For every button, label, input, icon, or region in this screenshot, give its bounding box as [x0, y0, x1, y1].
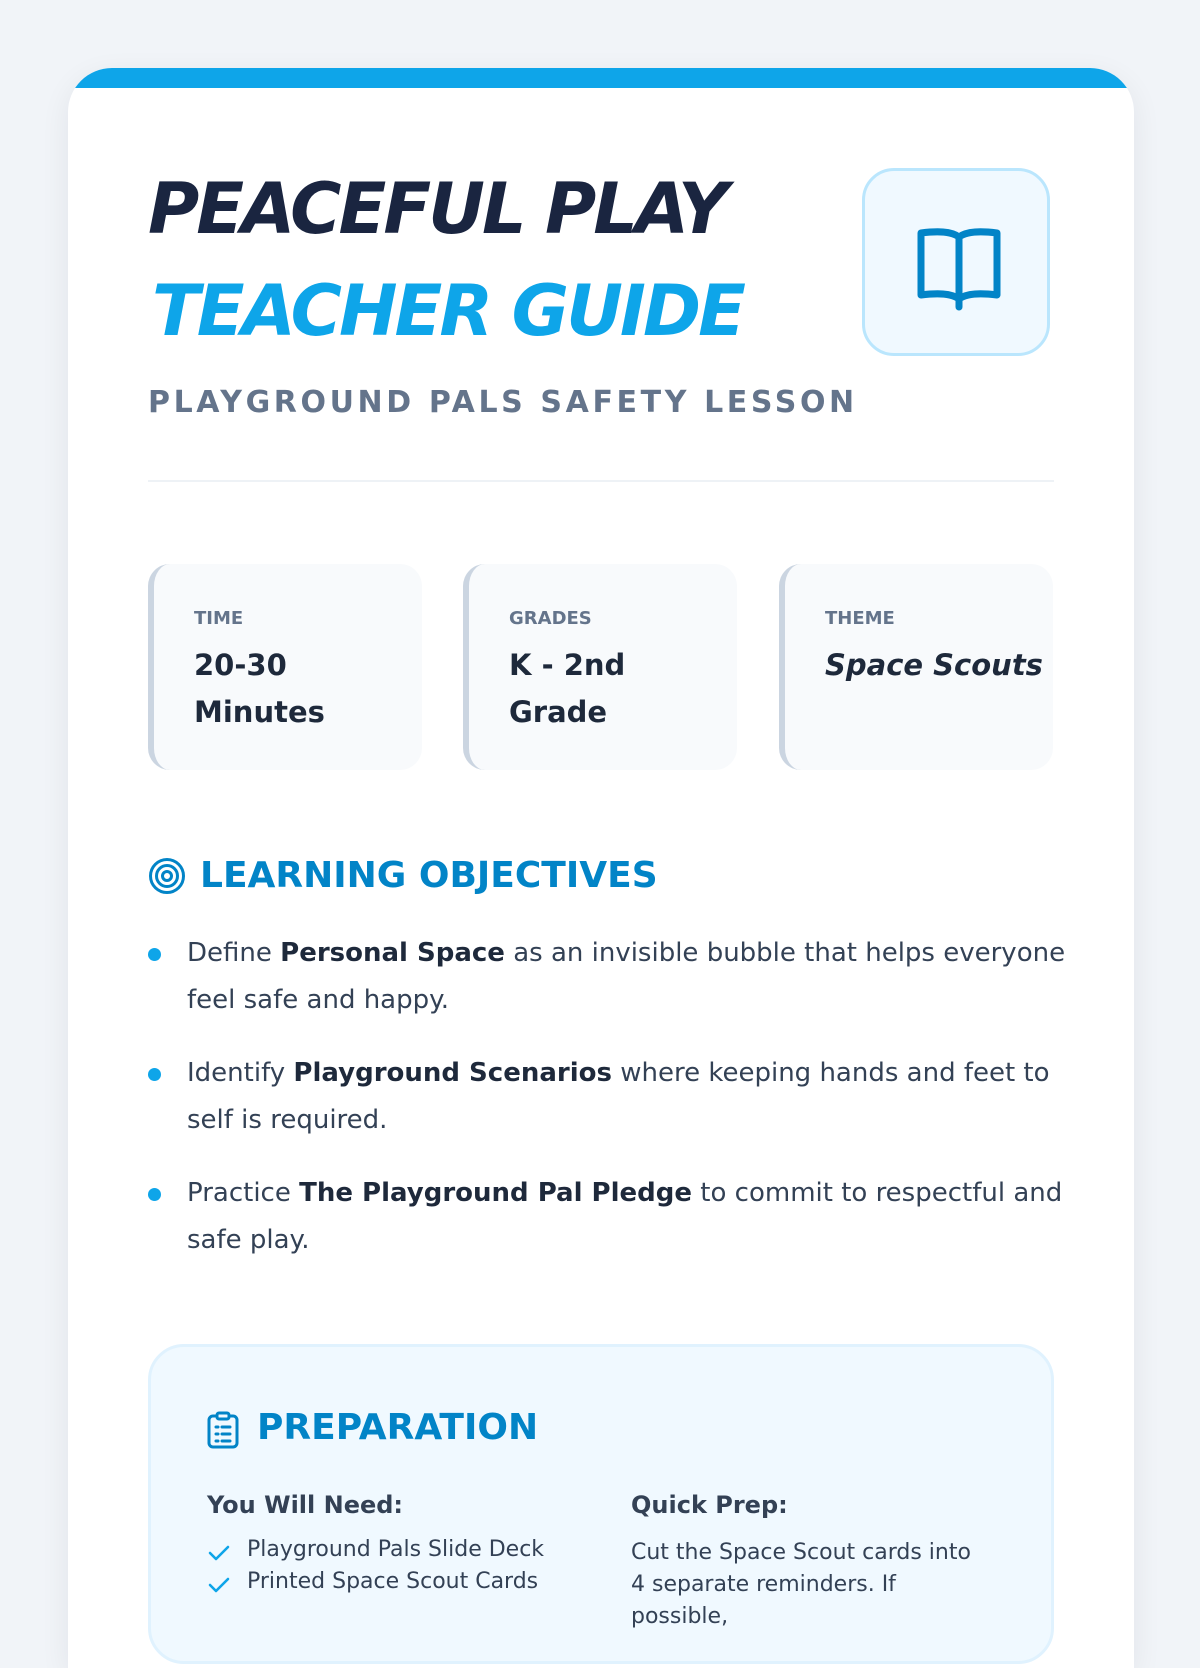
- bullet-dot: [148, 1068, 161, 1081]
- info-label: GRADES: [509, 608, 592, 629]
- objective-item: [187, 1170, 1067, 1264]
- objective-text: Identify: [187, 1058, 294, 1088]
- info-value: Space Scouts: [825, 648, 1043, 682]
- objective-text: Define: [187, 938, 281, 968]
- check-icon: [207, 1575, 231, 1595]
- objective-keyword: Personal Space: [280, 938, 505, 968]
- header-divider: [148, 480, 1054, 482]
- bullet-dot: [148, 948, 161, 961]
- info-label: THEME: [825, 608, 895, 629]
- preparation-title: PREPARATION: [257, 1407, 539, 1448]
- check-icon: [207, 1543, 231, 1563]
- need-heading: You Will Need:: [207, 1491, 404, 1519]
- objective-item: [187, 930, 1067, 1024]
- clipboard-list-icon: [207, 1411, 239, 1449]
- preparation-panel: [148, 1344, 1054, 1664]
- info-card-time: [148, 564, 422, 770]
- objectives-title: LEARNING OBJECTIVES: [200, 855, 658, 896]
- objective-text: to commit to respectful and safe play.: [187, 1178, 1063, 1255]
- need-item-label: Playground Pals Slide Deck: [247, 1537, 545, 1562]
- title-line-1: PEACEFUL PLAY: [148, 168, 726, 250]
- objective-item: [187, 1050, 1067, 1144]
- book-icon-box: [862, 168, 1050, 356]
- info-card-theme: [779, 564, 1053, 770]
- info-value: 20-30 Minutes: [194, 648, 325, 729]
- bullet-dot: [148, 1188, 161, 1201]
- card-accent-bar: [68, 68, 1134, 88]
- objective-text: Practice: [187, 1178, 300, 1208]
- info-value: K - 2nd Grade: [509, 648, 626, 729]
- book-open-icon: [909, 215, 1009, 315]
- quick-prep-text: Cut the Space Scout cards into 4 separate reminders. If possible,: [631, 1540, 971, 1629]
- quick-prep-heading: Quick Prep:: [631, 1491, 788, 1519]
- objective-keyword: The Playground Pal Pledge: [299, 1178, 693, 1208]
- info-card-grades: [463, 564, 737, 770]
- objective-text: as an invisible bubble that helps everyone feel safe and happy.: [187, 938, 1066, 1015]
- objective-text: where keeping hands and feet to self is required.: [187, 1058, 1050, 1135]
- subtitle: PLAYGROUND PALS SAFETY LESSON: [148, 385, 858, 420]
- title-line-2: TEACHER GUIDE: [152, 270, 743, 352]
- target-icon: [148, 857, 186, 895]
- objective-keyword: Playground Scenarios: [293, 1058, 612, 1088]
- need-item-label: Printed Space Scout Cards: [247, 1569, 539, 1594]
- info-label: TIME: [194, 608, 244, 629]
